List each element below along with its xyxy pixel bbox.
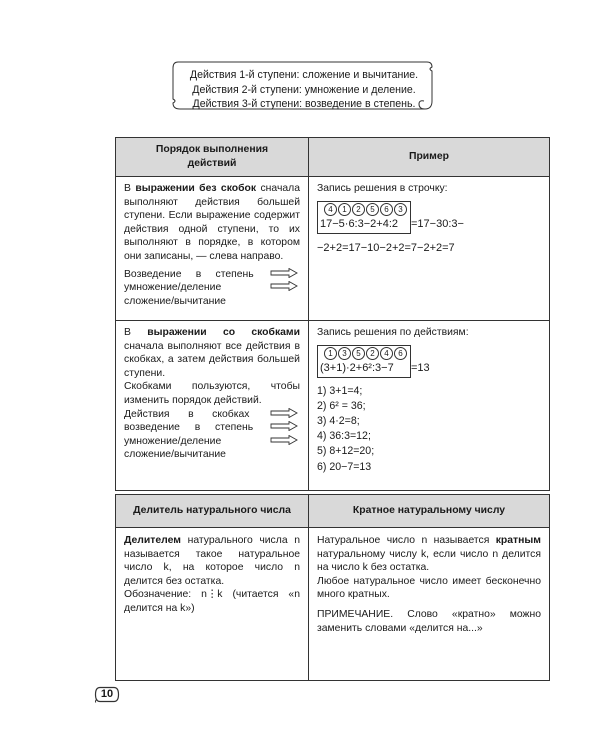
header-example: Пример	[309, 138, 550, 177]
chain-step: умножение/деление	[124, 282, 222, 294]
multiple-definition: Натуральное число n называется кратным натуральному числу k, если число n делится на число k без остатка. Любое натуральное число имеет бесконечно много кратных. ПРИМЕЧАНИЕ. Слово «кратно» можно заменить словами «делится на...»	[309, 528, 550, 681]
arrow-right-icon	[270, 281, 298, 291]
order-of-operations-table	[115, 137, 550, 491]
rule-with-brackets: В выражении со скобками сначала выполняют все действия в скобках, а затем действия большей ступени. Скобками пользуются, чтобы изменить порядок действий. Действия в скобках возведение в степень умножение/деление сложение/вычитание	[116, 321, 309, 491]
expression: (3+1)·2+6²:3−7	[320, 361, 394, 374]
divisor-multiple-table	[115, 494, 550, 681]
expression-tail: =17−30:3−	[411, 217, 464, 230]
chain-step: сложение/вычитание	[124, 449, 226, 461]
rules-line: Действия 3-й ступени: возведение в степень.	[192, 98, 416, 110]
notation: Обозначение: n⋮k (читается «n делится на k»)	[124, 589, 300, 614]
list-item: 4) 36:3=12;	[317, 430, 371, 443]
example-intro: Запись решения в строчку:	[317, 183, 448, 194]
chain-step: Возведение в степень	[124, 268, 254, 280]
chain-step: возведение в степень	[124, 422, 254, 434]
list-item: 6) 20−7=13	[317, 460, 372, 473]
order-marks: 1 3 5 2 4 6	[324, 347, 408, 360]
example-intro: Запись решения по действиям:	[317, 327, 469, 338]
bold-term: выражении со скобками	[147, 327, 300, 338]
bold-term: Делителем	[124, 535, 181, 546]
arrow-right-icon	[270, 421, 298, 431]
arrow-right-icon	[270, 435, 298, 445]
arrow-right-icon	[270, 268, 298, 278]
rules-line: Действия 2-й ступени: умножение и деление.	[192, 83, 416, 96]
expression-box	[317, 345, 411, 378]
steps-list	[317, 384, 541, 475]
rules-box	[170, 59, 435, 113]
example-with-brackets	[309, 321, 550, 491]
example-no-brackets	[309, 177, 550, 321]
page-number: 10	[94, 686, 120, 703]
header-divisor: Делитель натурального числа	[116, 495, 309, 528]
order-marks: 4 1 2 5 6 3	[324, 203, 408, 216]
bold-term: кратным	[495, 535, 541, 546]
bold-term: выражении без скобок	[135, 183, 257, 194]
expression-box	[317, 201, 411, 234]
list-item: 1) 3+1=4;	[317, 384, 363, 397]
chain-step: умножение/деление	[124, 435, 222, 447]
divisor-definition: Делителем натурального числа n называется такое натуральное число k, на которое число n делится без остатка. Обозначение: n⋮k (читается «n делится на k»)	[116, 528, 309, 681]
multiple-note: Любое натуральное число имеет бесконечно много кратных.	[317, 575, 541, 601]
chain-step: сложение/вычитание	[124, 295, 226, 307]
remark: ПРИМЕЧАНИЕ. Слово «кратно» можно заменить словами «делится на...»	[317, 608, 541, 634]
expression-continuation: −2+2=17−10−2+2=7−2+2=7	[317, 241, 455, 254]
expression: 17−5·6:3−2+4:2	[320, 217, 398, 230]
header-multiple: Кратное натуральному числу	[309, 495, 550, 528]
header-order: Порядок выполнения действий	[116, 138, 309, 177]
list-item: 5) 8+12=20;	[317, 445, 375, 458]
chain-step: Действия в скобках	[124, 408, 250, 420]
expression-tail: =13	[411, 361, 430, 374]
rule-no-brackets: В выражении без скобок сначала выполняют действия большей ступени. Если выражение содержит действия одной ступени, то их выполняют в порядке, в котором они записаны, — слева направо. Возведение в степень умножение/деление сложение/вычитание	[116, 177, 309, 321]
brackets-note: Скобками пользуются, чтобы изменить порядок действий.	[124, 381, 300, 406]
list-item: 3) 4·2=8;	[317, 415, 360, 427]
arrow-right-icon	[270, 408, 298, 418]
list-item: 2) 6² = 36;	[317, 399, 366, 412]
rules-line: Действия 1-й ступени: сложение и вычитание.	[189, 69, 419, 81]
